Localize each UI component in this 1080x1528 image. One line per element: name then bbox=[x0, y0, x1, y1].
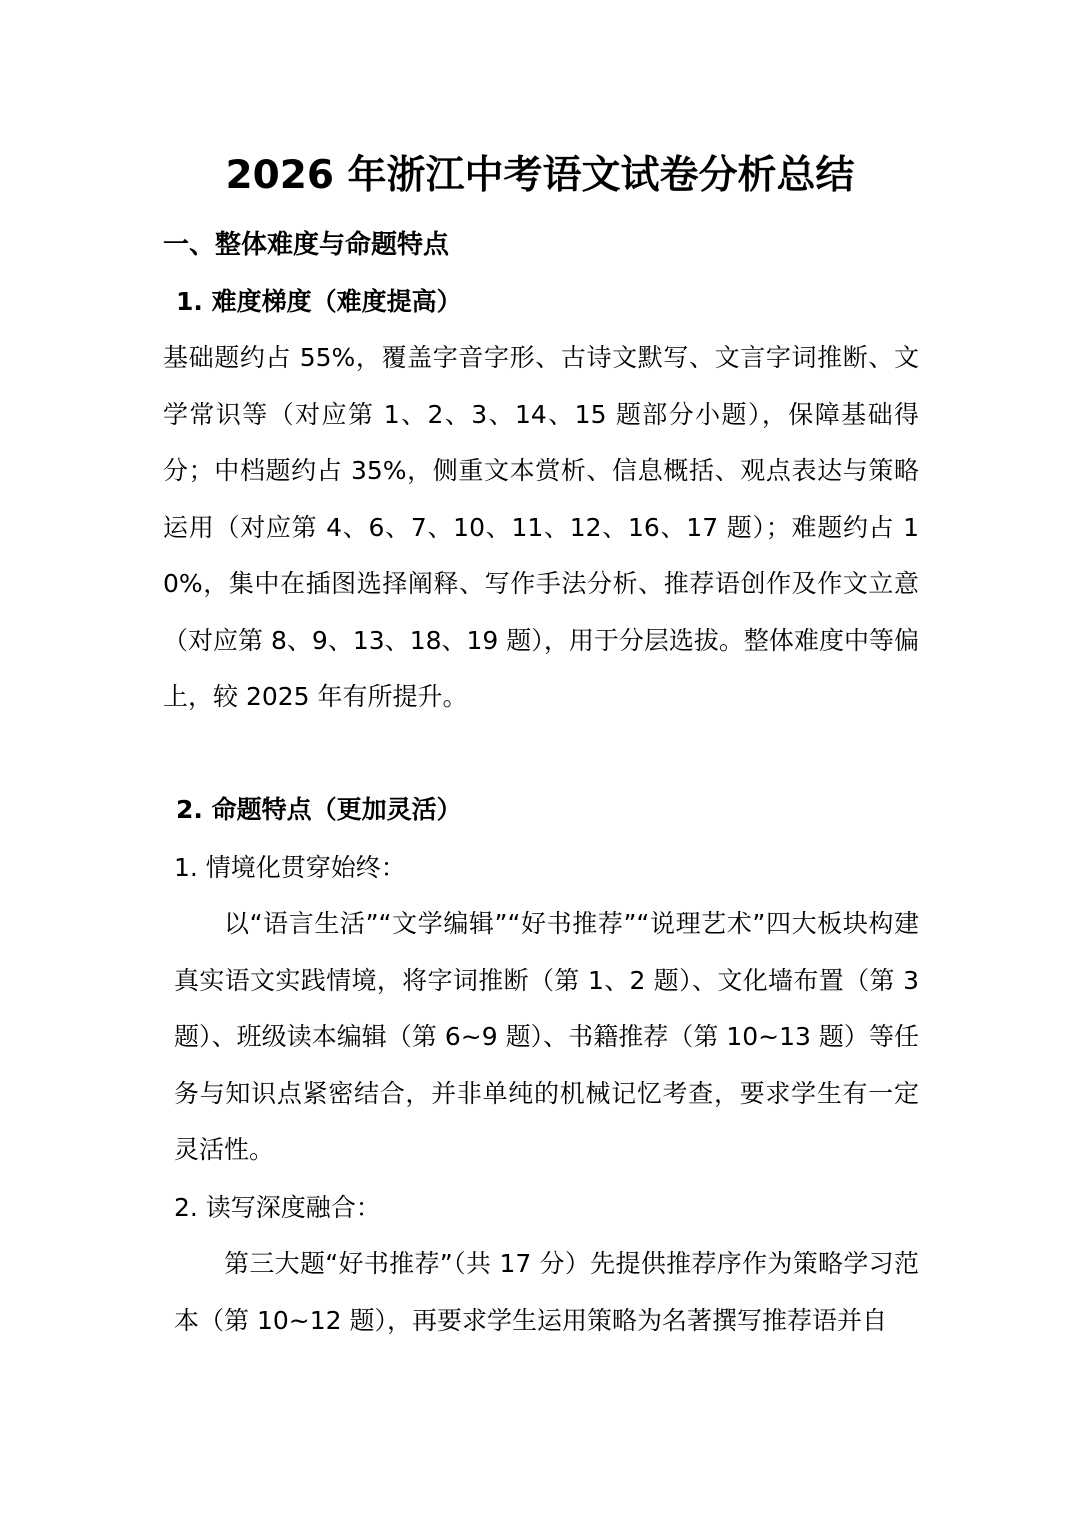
document-title: 2026 年浙江中考语文试卷分析总结 bbox=[225, 153, 855, 198]
point-label-contextualization: 1. 情境化贯穿始终： bbox=[174, 853, 406, 882]
point-label-reading-writing-integration: 2. 读写深度融合： bbox=[174, 1193, 381, 1222]
paragraph-difficulty-gradient: 基础题约占 55%，覆盖字音字形、古诗文默写、文言字词推断、文学常识等（对应第 1、2、3、14、15 题部分小题），保障基础得分；中档题约占 35%，侧重文本赏析、信息概括、观点表达与策略运用（对应第 4、6、7、10、11、12、16、17 题）；难题约占 10%，集中在插图选择阐释、写作手法分析、推荐语创作及作文立意（对应第 8、9、13、18、19 题），用于分层选拔。整体难度中等偏上，较 2025 年有所提升。 bbox=[163, 343, 919, 711]
section-heading-overall-difficulty: 一、整体难度与命题特点 bbox=[163, 230, 450, 260]
subsection-heading-question-features: 2. 命题特点（更加灵活） bbox=[176, 795, 462, 824]
subsection-heading-difficulty-gradient: 1. 难度梯度（难度提高） bbox=[176, 287, 462, 316]
paragraph-reading-writing-integration: 第三大题“好书推荐”（共 17 分）先提供推荐序作为策略学习范本（第 10~12 题），再要求学生运用策略为名著撰写推荐语并自 bbox=[174, 1249, 919, 1335]
paragraph-contextualization: 以“语言生活”“文学编辑”“好书推荐”“说理艺术”四大板块构建真实语文实践情境，将字词推断（第 1、2 题）、文化墙布置（第 3 题）、班级读本编辑（第 6~9 题）、书籍推荐（第 10~13 题）等任务与知识点紧密结合，并非单纯的机械记忆考查，要求学生有一定灵活性。 bbox=[174, 909, 919, 1164]
